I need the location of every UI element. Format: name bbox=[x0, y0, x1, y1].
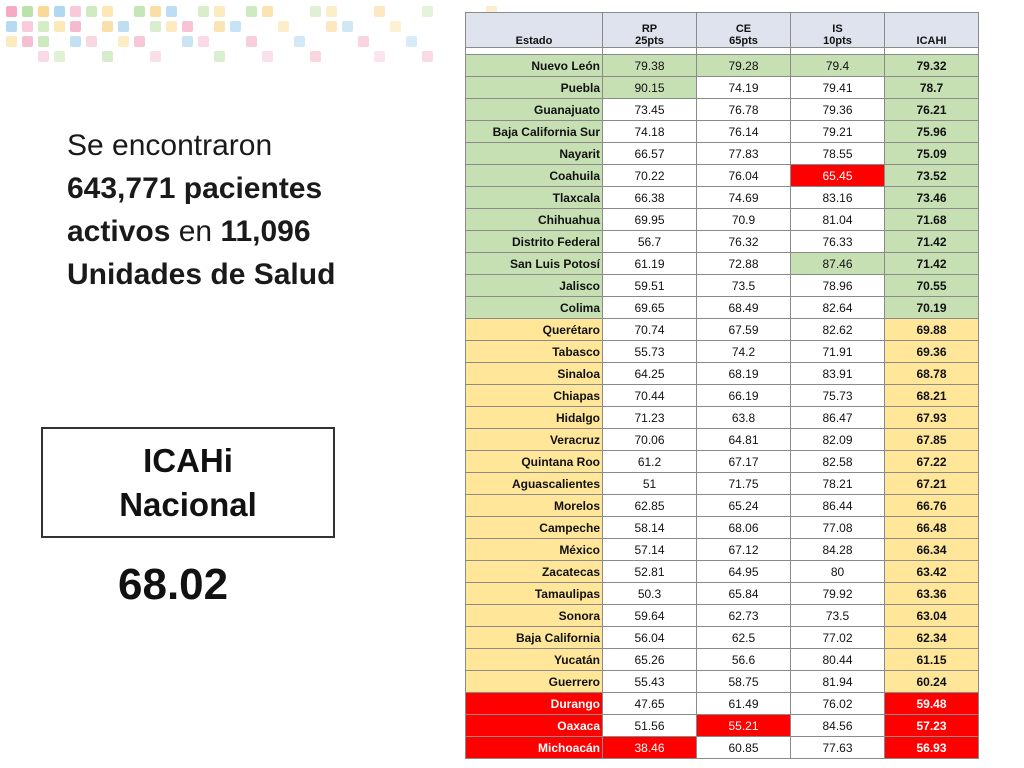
decor-square bbox=[134, 36, 145, 47]
cell-rp: 61.19 bbox=[603, 253, 697, 275]
table-row bbox=[466, 187, 979, 209]
cell-is: 80.44 bbox=[791, 649, 885, 671]
cell-icahi: 75.96 bbox=[885, 121, 979, 143]
table-row bbox=[466, 121, 979, 143]
decor-square bbox=[134, 6, 145, 17]
cell-rp: 90.15 bbox=[603, 77, 697, 99]
decor-square bbox=[70, 36, 81, 47]
table-row bbox=[466, 473, 979, 495]
spacer-row bbox=[466, 48, 979, 55]
cell-estado: Yucatán bbox=[466, 649, 603, 671]
cell-estado: Colima bbox=[466, 297, 603, 319]
decor-square bbox=[22, 6, 33, 17]
cell-estado: Tlaxcala bbox=[466, 187, 603, 209]
cell-rp: 70.22 bbox=[603, 165, 697, 187]
cell-estado: Veracruz bbox=[466, 429, 603, 451]
decor-square bbox=[390, 21, 401, 32]
table-row bbox=[466, 275, 979, 297]
cell-is: 80 bbox=[791, 561, 885, 583]
cell-rp: 50.3 bbox=[603, 583, 697, 605]
cell-estado: Distrito Federal bbox=[466, 231, 603, 253]
table-row bbox=[466, 297, 979, 319]
table-row bbox=[466, 209, 979, 231]
cell-icahi: 57.23 bbox=[885, 715, 979, 737]
table-row bbox=[466, 627, 979, 649]
cell-ce: 67.59 bbox=[697, 319, 791, 341]
cell-is: 82.09 bbox=[791, 429, 885, 451]
cell-estado: Sonora bbox=[466, 605, 603, 627]
cell-ce: 79.28 bbox=[697, 55, 791, 77]
cell-icahi: 70.19 bbox=[885, 297, 979, 319]
cell-icahi: 63.04 bbox=[885, 605, 979, 627]
cell-is: 82.64 bbox=[791, 297, 885, 319]
table-row bbox=[466, 363, 979, 385]
cell-ce: 65.24 bbox=[697, 495, 791, 517]
cell-is: 77.63 bbox=[791, 737, 885, 759]
table-row bbox=[466, 605, 979, 627]
cell-ce: 65.84 bbox=[697, 583, 791, 605]
table-row bbox=[466, 253, 979, 275]
table-row bbox=[466, 649, 979, 671]
cell-estado: Morelos bbox=[466, 495, 603, 517]
table-row bbox=[466, 77, 979, 99]
cell-rp: 66.57 bbox=[603, 143, 697, 165]
decor-square bbox=[326, 6, 337, 17]
cell-is: 79.92 bbox=[791, 583, 885, 605]
cell-is: 75.73 bbox=[791, 385, 885, 407]
cell-ce: 68.06 bbox=[697, 517, 791, 539]
decor-square bbox=[262, 6, 273, 17]
cell-icahi: 68.21 bbox=[885, 385, 979, 407]
cell-ce: 62.5 bbox=[697, 627, 791, 649]
decor-square bbox=[22, 36, 33, 47]
table-row bbox=[466, 517, 979, 539]
cell-estado: Chihuahua bbox=[466, 209, 603, 231]
cell-ce: 61.49 bbox=[697, 693, 791, 715]
table-row bbox=[466, 495, 979, 517]
table-row bbox=[466, 165, 979, 187]
cell-ce: 67.12 bbox=[697, 539, 791, 561]
cell-rp: 59.51 bbox=[603, 275, 697, 297]
summary-line1: Se encontraron bbox=[67, 129, 273, 162]
cell-is: 79.41 bbox=[791, 77, 885, 99]
decor-square bbox=[214, 51, 225, 62]
table-row bbox=[466, 55, 979, 77]
decor-square bbox=[422, 51, 433, 62]
cell-icahi: 60.24 bbox=[885, 671, 979, 693]
cell-is: 84.56 bbox=[791, 715, 885, 737]
cell-is: 79.21 bbox=[791, 121, 885, 143]
cell-icahi: 79.32 bbox=[885, 55, 979, 77]
decor-square bbox=[102, 21, 113, 32]
cell-ce: 64.81 bbox=[697, 429, 791, 451]
activos-label: activos bbox=[67, 215, 171, 248]
decor-square bbox=[214, 6, 225, 17]
cell-icahi: 71.42 bbox=[885, 253, 979, 275]
cell-estado: Hidalgo bbox=[466, 407, 603, 429]
cell-ce: 68.19 bbox=[697, 363, 791, 385]
cell-rp: 52.81 bbox=[603, 561, 697, 583]
decor-square bbox=[262, 51, 273, 62]
cell-rp: 56.7 bbox=[603, 231, 697, 253]
cell-rp: 55.73 bbox=[603, 341, 697, 363]
header-ce-line1: CE bbox=[735, 23, 752, 35]
table-row bbox=[466, 715, 979, 737]
decor-square bbox=[22, 21, 33, 32]
cell-ce: 76.14 bbox=[697, 121, 791, 143]
cell-rp: 70.74 bbox=[603, 319, 697, 341]
decor-square bbox=[246, 36, 257, 47]
cell-icahi: 56.93 bbox=[885, 737, 979, 759]
cell-estado: Nayarit bbox=[466, 143, 603, 165]
decor-square bbox=[38, 36, 49, 47]
cell-is: 87.46 bbox=[791, 253, 885, 275]
cell-rp: 74.18 bbox=[603, 121, 697, 143]
decor-square bbox=[294, 36, 305, 47]
cell-rp: 70.06 bbox=[603, 429, 697, 451]
cell-ce: 72.88 bbox=[697, 253, 791, 275]
decor-square bbox=[6, 6, 17, 17]
cell-icahi: 78.7 bbox=[885, 77, 979, 99]
decor-square bbox=[374, 51, 385, 62]
cell-estado: Baja California bbox=[466, 627, 603, 649]
cell-icahi: 59.48 bbox=[885, 693, 979, 715]
cell-is: 73.5 bbox=[791, 605, 885, 627]
cell-is: 82.58 bbox=[791, 451, 885, 473]
cell-is: 86.44 bbox=[791, 495, 885, 517]
header-is-line2: 10pts bbox=[823, 35, 852, 47]
cell-is: 81.04 bbox=[791, 209, 885, 231]
cell-is: 78.96 bbox=[791, 275, 885, 297]
table-row bbox=[466, 539, 979, 561]
cell-rp: 51 bbox=[603, 473, 697, 495]
national-value: 68.02 bbox=[118, 560, 229, 609]
cell-is: 82.62 bbox=[791, 319, 885, 341]
table-body bbox=[466, 48, 979, 759]
cell-estado: Nuevo León bbox=[466, 55, 603, 77]
national-title-line2: Nacional bbox=[119, 485, 257, 523]
decor-square bbox=[38, 51, 49, 62]
header-ce-line2: 65pts bbox=[729, 35, 758, 47]
cell-ce: 66.19 bbox=[697, 385, 791, 407]
decor-square bbox=[102, 6, 113, 17]
table-row bbox=[466, 671, 979, 693]
table-row bbox=[466, 737, 979, 759]
decor-square bbox=[230, 21, 241, 32]
decor-square bbox=[358, 36, 369, 47]
cell-estado: Oaxaca bbox=[466, 715, 603, 737]
cell-is: 83.91 bbox=[791, 363, 885, 385]
summary-text bbox=[67, 124, 397, 296]
decor-square bbox=[38, 21, 49, 32]
decor-square bbox=[214, 21, 225, 32]
cell-estado: Durango bbox=[466, 693, 603, 715]
cell-is: 81.94 bbox=[791, 671, 885, 693]
decor-square bbox=[54, 21, 65, 32]
cell-rp: 62.85 bbox=[603, 495, 697, 517]
cell-icahi: 66.76 bbox=[885, 495, 979, 517]
cell-rp: 61.2 bbox=[603, 451, 697, 473]
decor-square bbox=[118, 36, 129, 47]
table-row bbox=[466, 451, 979, 473]
cell-estado: Sinaloa bbox=[466, 363, 603, 385]
cell-icahi: 71.68 bbox=[885, 209, 979, 231]
en-label: en bbox=[170, 215, 221, 248]
cell-is: 78.55 bbox=[791, 143, 885, 165]
cell-ce: 74.69 bbox=[697, 187, 791, 209]
cell-icahi: 68.78 bbox=[885, 363, 979, 385]
cell-estado: Baja California Sur bbox=[466, 121, 603, 143]
national-title-box bbox=[41, 427, 335, 538]
cell-estado: Puebla bbox=[466, 77, 603, 99]
cell-ce: 74.2 bbox=[697, 341, 791, 363]
cell-ce: 76.78 bbox=[697, 99, 791, 121]
cell-is: 76.02 bbox=[791, 693, 885, 715]
cell-is: 84.28 bbox=[791, 539, 885, 561]
cell-estado: Coahuila bbox=[466, 165, 603, 187]
units-count: 11,096 bbox=[220, 215, 311, 248]
table-row bbox=[466, 693, 979, 715]
decor-square bbox=[86, 36, 97, 47]
decor-square bbox=[166, 21, 177, 32]
cell-is: 83.16 bbox=[791, 187, 885, 209]
cell-icahi: 73.46 bbox=[885, 187, 979, 209]
cell-rp: 55.43 bbox=[603, 671, 697, 693]
cell-estado: Chiapas bbox=[466, 385, 603, 407]
units-label: Unidades de Salud bbox=[67, 258, 336, 291]
cell-icahi: 62.34 bbox=[885, 627, 979, 649]
cell-icahi: 67.93 bbox=[885, 407, 979, 429]
cell-rp: 56.04 bbox=[603, 627, 697, 649]
table-row bbox=[466, 583, 979, 605]
decor-square bbox=[150, 51, 161, 62]
decor-square bbox=[102, 51, 113, 62]
cell-is: 76.33 bbox=[791, 231, 885, 253]
cell-icahi: 63.36 bbox=[885, 583, 979, 605]
cell-ce: 70.9 bbox=[697, 209, 791, 231]
decor-square bbox=[38, 6, 49, 17]
cell-rp: 71.23 bbox=[603, 407, 697, 429]
cell-rp: 66.38 bbox=[603, 187, 697, 209]
header-icahi: ICAHI bbox=[885, 13, 979, 48]
cell-estado: Tamaulipas bbox=[466, 583, 603, 605]
decor-square bbox=[342, 21, 353, 32]
cell-icahi: 67.21 bbox=[885, 473, 979, 495]
decor-square bbox=[198, 36, 209, 47]
cell-rp: 69.95 bbox=[603, 209, 697, 231]
cell-rp: 57.14 bbox=[603, 539, 697, 561]
cell-rp: 38.46 bbox=[603, 737, 697, 759]
cell-estado: Michoacán bbox=[466, 737, 603, 759]
decor-square bbox=[54, 6, 65, 17]
cell-icahi: 67.85 bbox=[885, 429, 979, 451]
cell-is: 77.08 bbox=[791, 517, 885, 539]
cell-estado: Campeche bbox=[466, 517, 603, 539]
cell-estado: Quintana Roo bbox=[466, 451, 603, 473]
cell-icahi: 69.36 bbox=[885, 341, 979, 363]
cell-is: 65.45 bbox=[791, 165, 885, 187]
cell-is: 79.36 bbox=[791, 99, 885, 121]
decor-square bbox=[182, 21, 193, 32]
decor-square bbox=[422, 6, 433, 17]
cell-rp: 64.25 bbox=[603, 363, 697, 385]
decor-square bbox=[198, 6, 209, 17]
decor-square bbox=[6, 21, 17, 32]
header-ce bbox=[697, 13, 791, 48]
decor-square bbox=[70, 21, 81, 32]
cell-is: 79.4 bbox=[791, 55, 885, 77]
cell-icahi: 75.09 bbox=[885, 143, 979, 165]
cell-ce: 68.49 bbox=[697, 297, 791, 319]
cell-icahi: 76.21 bbox=[885, 99, 979, 121]
decor-square bbox=[166, 6, 177, 17]
cell-rp: 47.65 bbox=[603, 693, 697, 715]
header-rp bbox=[603, 13, 697, 48]
cell-ce: 64.95 bbox=[697, 561, 791, 583]
cell-estado: Tabasco bbox=[466, 341, 603, 363]
cell-ce: 58.75 bbox=[697, 671, 791, 693]
cell-estado: Guerrero bbox=[466, 671, 603, 693]
table-row bbox=[466, 429, 979, 451]
table-row bbox=[466, 407, 979, 429]
cell-ce: 60.85 bbox=[697, 737, 791, 759]
cell-ce: 62.73 bbox=[697, 605, 791, 627]
table-row bbox=[466, 561, 979, 583]
decor-square bbox=[86, 6, 97, 17]
cell-estado: México bbox=[466, 539, 603, 561]
header-estado: Estado bbox=[466, 13, 603, 48]
decor-square bbox=[70, 6, 81, 17]
decor-square bbox=[54, 51, 65, 62]
decor-square bbox=[310, 51, 321, 62]
table-row bbox=[466, 341, 979, 363]
table-header-row bbox=[466, 13, 979, 48]
cell-icahi: 71.42 bbox=[885, 231, 979, 253]
decor-square bbox=[150, 6, 161, 17]
cell-is: 71.91 bbox=[791, 341, 885, 363]
icahi-table bbox=[465, 12, 979, 759]
decor-square bbox=[150, 21, 161, 32]
cell-rp: 58.14 bbox=[603, 517, 697, 539]
cell-rp: 65.26 bbox=[603, 649, 697, 671]
header-is bbox=[791, 13, 885, 48]
cell-is: 77.02 bbox=[791, 627, 885, 649]
cell-icahi: 61.15 bbox=[885, 649, 979, 671]
decor-square bbox=[118, 21, 129, 32]
cell-estado: Jalisco bbox=[466, 275, 603, 297]
cell-icahi: 73.52 bbox=[885, 165, 979, 187]
table-row bbox=[466, 319, 979, 341]
cell-ce: 56.6 bbox=[697, 649, 791, 671]
cell-ce: 74.19 bbox=[697, 77, 791, 99]
cell-estado: Guanajuato bbox=[466, 99, 603, 121]
national-title-line1: ICAHi bbox=[143, 441, 233, 479]
table-row bbox=[466, 231, 979, 253]
table-row bbox=[466, 99, 979, 121]
cell-ce: 71.75 bbox=[697, 473, 791, 495]
decor-square bbox=[182, 36, 193, 47]
cell-ce: 76.32 bbox=[697, 231, 791, 253]
decor-square bbox=[374, 6, 385, 17]
decor-square bbox=[326, 21, 337, 32]
decor-square bbox=[6, 36, 17, 47]
cell-icahi: 66.34 bbox=[885, 539, 979, 561]
cell-estado: San Luis Potosí bbox=[466, 253, 603, 275]
header-rp-line2: 25pts bbox=[635, 35, 664, 47]
cell-icahi: 63.42 bbox=[885, 561, 979, 583]
decor-square bbox=[278, 21, 289, 32]
decor-square bbox=[246, 6, 257, 17]
cell-rp: 79.38 bbox=[603, 55, 697, 77]
header-rp-line1: RP bbox=[641, 23, 658, 35]
cell-icahi: 69.88 bbox=[885, 319, 979, 341]
cell-icahi: 66.48 bbox=[885, 517, 979, 539]
table-row bbox=[466, 385, 979, 407]
cell-ce: 55.21 bbox=[697, 715, 791, 737]
cell-estado: Querétaro bbox=[466, 319, 603, 341]
header-is-line1: IS bbox=[832, 23, 843, 35]
decor-square bbox=[310, 6, 321, 17]
decor-square bbox=[406, 36, 417, 47]
cell-is: 78.21 bbox=[791, 473, 885, 495]
cell-icahi: 70.55 bbox=[885, 275, 979, 297]
cell-rp: 59.64 bbox=[603, 605, 697, 627]
table-row bbox=[466, 143, 979, 165]
cell-ce: 73.5 bbox=[697, 275, 791, 297]
cell-ce: 67.17 bbox=[697, 451, 791, 473]
cell-ce: 76.04 bbox=[697, 165, 791, 187]
cell-rp: 51.56 bbox=[603, 715, 697, 737]
cell-estado: Aguascalientes bbox=[466, 473, 603, 495]
cell-estado: Zacatecas bbox=[466, 561, 603, 583]
cell-is: 86.47 bbox=[791, 407, 885, 429]
cell-ce: 63.8 bbox=[697, 407, 791, 429]
cell-rp: 69.65 bbox=[603, 297, 697, 319]
patients-count: 643,771 pacientes bbox=[67, 172, 323, 205]
cell-rp: 73.45 bbox=[603, 99, 697, 121]
cell-ce: 77.83 bbox=[697, 143, 791, 165]
cell-icahi: 67.22 bbox=[885, 451, 979, 473]
cell-rp: 70.44 bbox=[603, 385, 697, 407]
